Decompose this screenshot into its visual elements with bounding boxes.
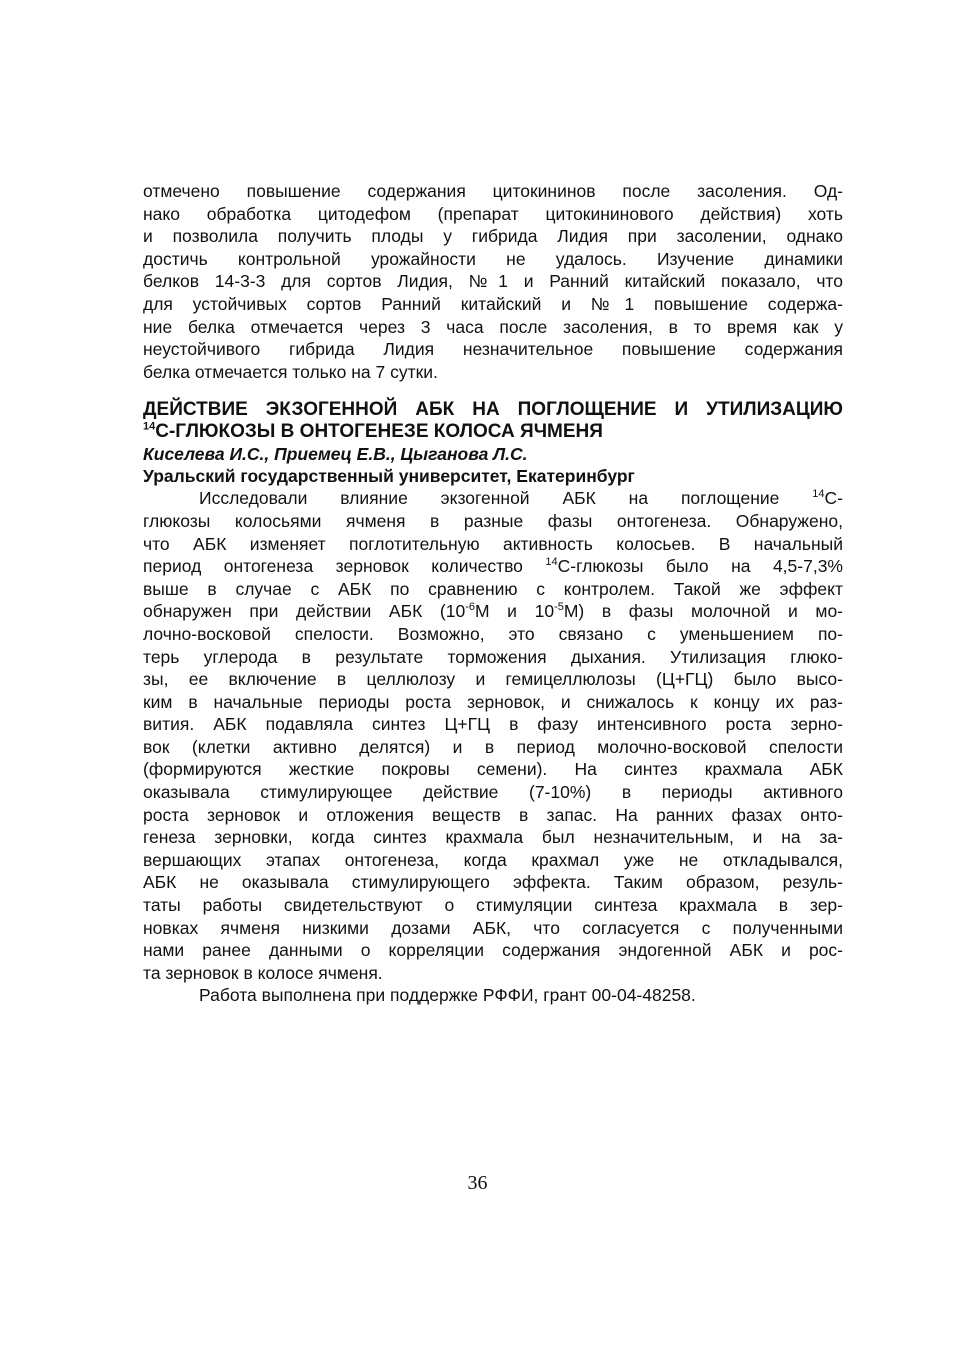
acknowledgement: Работа выполнена при поддержке РФФИ, грант 00-04-48258. bbox=[199, 985, 696, 1006]
text-line: вершающих этапах онтогенеза, когда крахмал уже не откладывался, bbox=[143, 849, 843, 870]
section-gap bbox=[143, 383, 843, 399]
text-line: что АБК изменяет поглотительную активность колосьев. В начальный bbox=[143, 533, 843, 554]
text-line: неустойчивого гибрида Лидия незначительное повышение содержания bbox=[143, 339, 843, 360]
text-line: отмечено повышение содержания цитокининов после засоления. Од- bbox=[143, 181, 843, 201]
text-line: терь углерода в результате торможения дыхания. Утилизация глюко- bbox=[143, 646, 843, 667]
text-line: (формируются жесткие покровы семени). На синтез крахмала АБК bbox=[143, 759, 843, 780]
text-line: нами ранее данными о корреляции содержания эндогенной АБК и рос- bbox=[143, 940, 843, 961]
title-line: ДЕЙСТВИЕ ЭКЗОГЕННОЙ АБК НА ПОГЛОЩЕНИЕ И УТИЛИЗАЦИЮ bbox=[143, 399, 843, 421]
superscript: 14 bbox=[812, 488, 825, 501]
article-title bbox=[143, 399, 843, 443]
page-number: 36 bbox=[467, 1172, 488, 1194]
superscript: -6 bbox=[465, 601, 475, 614]
title-line: $^{14}$С-ГЛЮКОЗЫ В ОНТОГЕНЕЗЕ КОЛОСА ЯЧМЕНЯ bbox=[143, 421, 603, 443]
text-line: нако обработка цитодефом (препарат цитокининового действия) хоть bbox=[143, 203, 843, 224]
text-line: глюкозы колосьями ячменя в разные фазы онтогенеза. Обнаружено, bbox=[143, 510, 843, 531]
text-line: роста зерновок и отложения веществ в запас. На ранних фазах онто- bbox=[143, 804, 843, 825]
page-content bbox=[143, 180, 843, 1007]
text-line: белков 14-3-3 для сортов Лидия, №1 и Ранний китайский показало, что bbox=[143, 271, 843, 292]
superscript: -5 bbox=[554, 601, 564, 614]
intro-paragraph bbox=[143, 180, 843, 383]
text-line: лочно-восковой спелости. Возможно, это связано с уменьшением по- bbox=[143, 623, 843, 644]
text-line: генеза зерновки, когда синтез крахмала был незначительным, и на за- bbox=[143, 827, 843, 848]
text-line: таты работы свидетельствуют о стимуляции синтеза крахмала в зер- bbox=[143, 895, 843, 916]
text-line: АБК не оказывала стимулирующего эффекта. Таким образом, резуль- bbox=[143, 872, 843, 893]
text-line: ким в начальные периоды роста зерновок, и снижалось к концу их раз- bbox=[143, 691, 843, 712]
text-line: и позволила получить плоды у гибрида Лидия при засолении, однако bbox=[143, 226, 843, 247]
text-line: выше в случае с АБК по сравнению с контролем. Такой же эффект bbox=[143, 578, 843, 599]
text-line: Исследовали влияние экзогенной АБК на поглощение $^{14}$С- bbox=[199, 488, 843, 509]
text-line: та зерновок в колосе ячменя. bbox=[143, 962, 383, 983]
affiliation-line: Уральский государственный университет, Екатеринбург bbox=[143, 466, 635, 487]
text-line: новках ячменя низкими дозами АБК, что согласуется с полученными bbox=[143, 917, 843, 938]
abstract-body bbox=[143, 487, 843, 1007]
text-line: для устойчивых сортов Ранний китайский и №1 повышение содержа- bbox=[143, 293, 843, 314]
superscript: 14 bbox=[143, 421, 156, 434]
authors bbox=[143, 443, 843, 465]
superscript: 14 bbox=[545, 556, 558, 569]
text-line: обнаружен при действии АБК ($10^{-6}М$ и $10^{-5}М$) в фазы молочной и мо- bbox=[143, 601, 843, 622]
affiliation bbox=[143, 465, 843, 487]
text-line: период онтогенеза зерновок количество $^{14}$С-глюкозы было на 4,5-7,3% bbox=[143, 556, 843, 577]
text-line: оказывала стимулирующее действие (7-10%) в периоды активного bbox=[143, 782, 843, 803]
text-line: ние белка отмечается через 3 часа после засоления, в то время как у bbox=[143, 316, 843, 337]
text-line: вития. АБК подавляла синтез Ц+ГЦ в фазу интенсивного роста зерно- bbox=[143, 714, 843, 735]
text-line: достичь контрольной урожайности не удалось. Изучение динамики bbox=[143, 248, 843, 269]
text-line: вок (клетки активно делятся) и в период молочно-восковой спелости bbox=[143, 736, 843, 757]
authors-line: Киселева И.С., Приемец Е.В., Цыганова Л.С. bbox=[143, 444, 528, 465]
text-line: зы, ее включение в целлюлозу и гемицеллюлозы (Ц+ГЦ) было высо- bbox=[143, 669, 843, 690]
text-line: белка отмечается только на 7 сутки. bbox=[143, 361, 438, 382]
